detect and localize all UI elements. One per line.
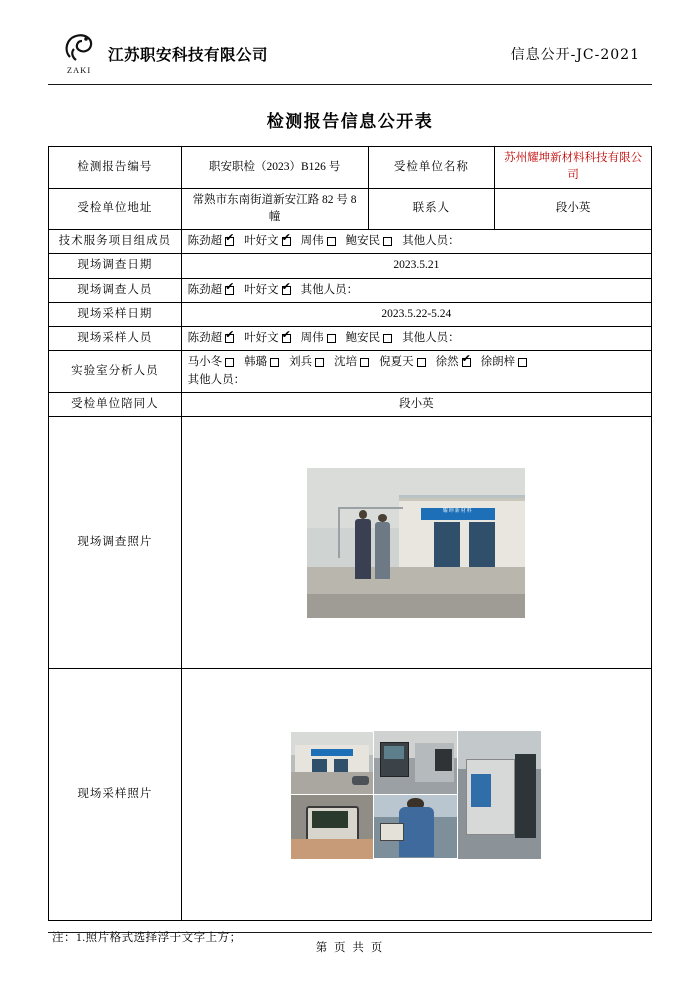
contact-label: 联系人 <box>368 188 495 230</box>
table-row <box>49 392 652 416</box>
logo-wordmark: ZAKI <box>66 65 92 75</box>
photo-door <box>434 522 460 567</box>
client-address-value: 常熟市东南街道新安江路 82 号 8 幢 <box>181 188 368 230</box>
checkbox-icon[interactable] <box>225 334 234 343</box>
client-name-label: 受检单位名称 <box>368 147 495 189</box>
photo-door <box>469 522 495 567</box>
survey-photo-cell <box>181 417 651 669</box>
survey-date-label: 现场调查日期 <box>49 254 182 278</box>
photo-person <box>355 519 370 579</box>
survey-staff-name: 叶好文 <box>244 283 279 296</box>
contact-value: 段小英 <box>495 188 652 230</box>
checkbox-icon[interactable] <box>315 358 324 367</box>
survey-staff-member[interactable] <box>188 282 235 299</box>
lab-staff-name: 倪夏天 <box>379 356 414 369</box>
lab-staff-member[interactable] <box>244 354 279 371</box>
checkbox-icon[interactable] <box>282 237 291 246</box>
sampling-staff-name: 周伟 <box>300 332 324 344</box>
lab-staff-name: 徐然 <box>435 356 459 369</box>
table-row <box>49 302 652 326</box>
footnote: 注：1.照片格式选择浮于文字上方； <box>52 932 242 944</box>
lab-staff-name: 沈培 <box>334 356 358 369</box>
survey-photo-image <box>307 468 525 618</box>
team-member[interactable] <box>301 233 336 250</box>
table-row <box>49 254 652 278</box>
report-info-table <box>48 146 652 921</box>
lab-staff-name: 刘兵 <box>289 356 313 369</box>
swirl-icon <box>62 33 96 61</box>
checkbox-icon[interactable] <box>225 237 234 246</box>
sampling-photo-operator <box>374 795 457 858</box>
team-member[interactable] <box>188 233 235 250</box>
sampling-photo-handheld-device <box>291 795 372 859</box>
header-left <box>56 33 268 75</box>
sampling-staff-label: 现场采样人员 <box>49 327 182 351</box>
team-member[interactable] <box>244 233 291 250</box>
sampling-staff-member[interactable] <box>188 330 235 347</box>
checkbox-icon[interactable] <box>383 237 392 246</box>
company-name: 江苏职安科技有限公司 <box>108 45 269 64</box>
photo-person <box>375 522 390 579</box>
photo-sign <box>311 749 353 756</box>
report-no-value: 职安职检（2023）B126 号 <box>181 147 368 189</box>
lab-staff-member[interactable] <box>188 354 235 371</box>
table-row <box>49 188 652 230</box>
checkbox-icon[interactable] <box>327 237 336 246</box>
team-others-label: 其他人员： <box>402 235 460 247</box>
team-member-name: 鲍安民 <box>345 235 381 247</box>
checkbox-icon[interactable] <box>417 358 426 367</box>
checkbox-icon[interactable] <box>360 358 369 367</box>
team-members-cell <box>181 230 651 254</box>
lab-staff-name: 韩璐 <box>244 356 268 369</box>
survey-staff-others-label: 其他人员： <box>300 283 359 296</box>
sampling-staff-list <box>186 330 647 347</box>
collage-column <box>458 731 541 859</box>
lab-staff-member[interactable] <box>481 354 528 371</box>
table-row <box>49 147 652 189</box>
survey-staff-label: 现场调查人员 <box>49 278 182 302</box>
sampling-staff-member[interactable] <box>301 330 336 347</box>
lab-staff-cell <box>181 351 651 393</box>
collage-column <box>291 731 372 859</box>
team-member[interactable] <box>346 233 393 250</box>
checkbox-icon[interactable] <box>282 286 291 295</box>
survey-photo-wrap <box>186 420 647 665</box>
survey-staff-list <box>186 282 647 299</box>
checkbox-icon[interactable] <box>282 334 291 343</box>
sampling-photo-collage <box>291 731 541 859</box>
page-footer: 第 页 共 页 <box>48 932 652 955</box>
collage-column <box>374 731 457 859</box>
sampling-photo-wrap <box>186 672 647 917</box>
team-member-name: 陈劲超 <box>187 235 223 247</box>
photo-rail <box>338 507 340 558</box>
document-code: 信息公开-JC-2021 <box>510 47 640 63</box>
survey-photo-label: 现场调查照片 <box>49 417 182 669</box>
checkbox-icon[interactable] <box>327 334 336 343</box>
survey-date-value: 2023.5.21 <box>181 254 651 278</box>
sampling-staff-member[interactable] <box>346 330 393 347</box>
photo-sign-text: 耀坤新材料 <box>421 508 495 520</box>
lab-staff-label: 实验室分析人员 <box>49 351 182 393</box>
checkbox-icon[interactable] <box>383 334 392 343</box>
sampling-staff-cell <box>181 327 651 351</box>
sampling-photo-cell <box>181 669 651 921</box>
sampling-staff-name: 陈劲超 <box>187 332 223 344</box>
sampling-date-value: 2023.5.22-5.24 <box>181 302 651 326</box>
client-address-label: 受检单位地址 <box>49 188 182 230</box>
accompany-label: 受检单位陪同人 <box>49 392 182 416</box>
accompany-value: 段小英 <box>181 392 651 416</box>
photo-road <box>307 594 525 618</box>
table-row <box>49 351 652 393</box>
table-row <box>49 230 652 254</box>
sampling-photo-factory <box>291 732 372 794</box>
survey-staff-name: 陈劲超 <box>187 283 223 296</box>
sampling-date-label: 现场采样日期 <box>49 302 182 326</box>
sampling-staff-name: 叶好文 <box>244 332 279 344</box>
company-logo <box>56 33 102 75</box>
sampling-staff-name: 鲍安民 <box>345 332 381 344</box>
table-row-sampling-photo <box>49 669 652 921</box>
sampling-staff-others-label: 其他人员： <box>402 332 460 344</box>
lab-staff-member[interactable] <box>289 354 324 371</box>
lab-staff-name: 马小冬 <box>187 356 223 369</box>
page-title: 检测报告信息公开表 <box>266 112 434 132</box>
sampling-staff-member[interactable] <box>244 330 291 347</box>
checkbox-icon[interactable] <box>518 358 527 367</box>
checkbox-icon[interactable] <box>225 358 234 367</box>
sampling-photo-workshop <box>458 731 541 859</box>
table-row-survey-photo <box>49 417 652 669</box>
checkbox-icon[interactable] <box>462 358 471 367</box>
team-member-name: 周伟 <box>300 235 324 247</box>
lab-staff-list <box>186 354 647 371</box>
sampling-photo-machine <box>374 731 457 794</box>
checkbox-icon[interactable] <box>270 358 279 367</box>
lab-staff-name: 徐朗梓 <box>480 356 516 369</box>
lab-staff-member[interactable] <box>334 354 369 371</box>
table-row <box>49 278 652 302</box>
checkbox-icon[interactable] <box>225 286 234 295</box>
team-member-name: 叶好文 <box>244 235 279 247</box>
client-name-value: 苏州耀坤新材料科技有限公司 <box>495 147 652 189</box>
page-header <box>48 28 652 85</box>
lab-staff-others-row <box>186 372 647 389</box>
survey-staff-cell <box>181 278 651 302</box>
lab-staff-member[interactable] <box>436 354 471 371</box>
team-label: 技术服务项目组成员 <box>49 230 182 254</box>
photo-rail <box>338 507 403 509</box>
survey-staff-member[interactable] <box>244 282 291 299</box>
sampling-photo-label: 现场采样照片 <box>49 669 182 921</box>
report-no-label: 检测报告编号 <box>49 147 182 189</box>
lab-staff-member[interactable] <box>379 354 426 371</box>
lab-staff-others-label: 其他人员： <box>187 373 246 386</box>
table-row <box>49 327 652 351</box>
team-members-list <box>186 233 647 250</box>
